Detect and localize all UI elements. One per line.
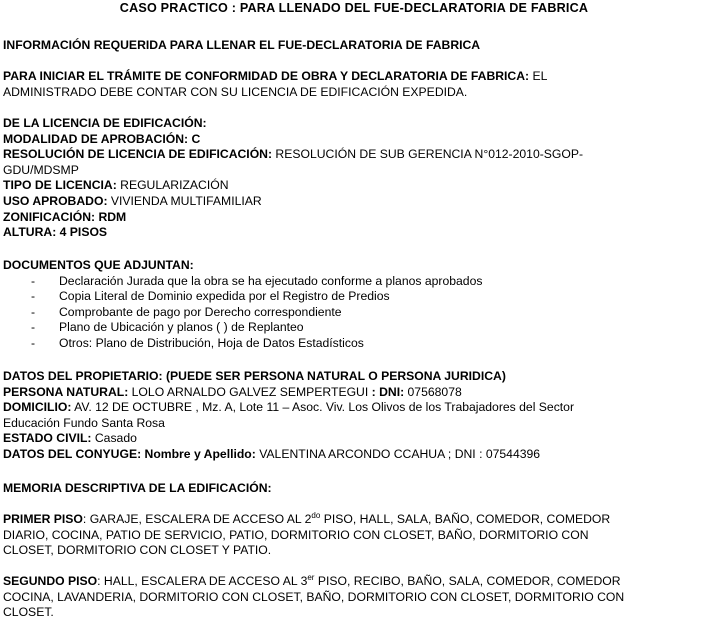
documentos-list — [3, 274, 705, 352]
document-title: CASO PRACTICO : PARA LLENADO DEL FUE-DECLARATORIA DE FABRICA — [119, 1, 589, 15]
tipo-label: TIPO DE LICENCIA: — [3, 178, 117, 193]
intro-label: PARA INICIAR EL TRÁMITE DE CONFORMIDAD DE OBRA Y DECLARATORIA DE FABRICA: — [3, 69, 530, 83]
persona-label: PERSONA NATURAL: — [3, 384, 129, 399]
domicilio-label: DOMICILIO: — [3, 400, 72, 415]
uso-label: USO APROBADO: — [3, 193, 108, 208]
ordinal-superscript: do — [311, 511, 321, 520]
list-item: - Declaración Jurada que la obra se ha ejecutado conforme a planos aprobados — [31, 273, 483, 288]
uso-value: VIVIENDA MULTIFAMILIAR — [107, 193, 262, 208]
resolucion-label: RESOLUCIÓN DE LICENCIA DE EDIFICACIÓN: — [3, 147, 273, 162]
list-item: - Copia Literal de Dominio expedida por el Registro de Predios — [31, 289, 390, 304]
intro-paragraph — [3, 69, 705, 100]
documentos-section — [3, 258, 705, 352]
ordinal-superscript: er — [307, 573, 315, 582]
resolucion-value: RESOLUCIÓN DE SUB GERENCIA N°012-2010-SGOP- — [272, 147, 584, 162]
dni-label: : DNI: — [371, 384, 405, 399]
propietario-heading: DATOS DEL PROPIETARIO: (PUEDE SER PERSONA NATURAL O PERSONA JURIDICA) — [3, 369, 506, 383]
documentos-heading: DOCUMENTOS QUE ADJUNTAN: — [3, 258, 194, 272]
licencia-heading: DE LA LICENCIA DE EDIFICACIÓN: — [3, 116, 207, 130]
domicilio-value-line2: Educación Fundo Santa Rosa — [3, 415, 165, 430]
estado-civil-label: ESTADO CIVIL: — [3, 431, 92, 446]
memoria-heading: MEMORIA DESCRIPTIVA DE LA EDIFICACIÓN: — [3, 481, 272, 495]
primer-piso-label: PRIMER PISO — [3, 512, 83, 526]
intro-text: EL — [529, 69, 548, 83]
tipo-value: REGULARIZACIÓN — [116, 178, 229, 193]
segundo-piso-label: SEGUNDO PISO — [3, 574, 98, 588]
list-item: - Comprobante de pago por Derecho correspondiente — [31, 304, 342, 319]
segundo-piso-paragraph: SEGUNDO PISO: HALL, ESCALERA DE ACCESO AL 3er PISO, RECIBO, BAÑO, SALA, COMEDOR, COMEDOR COCINA, LAVANDERIA, DORMITORIO CON CLOSET, BAÑO, DORMITORIO CON CLOSET, DORMITORIO CON CLOSET. — [3, 573, 625, 620]
resolucion-value-line2: GDU/MDSMP — [3, 162, 79, 177]
dni-value: 07568078 — [404, 384, 462, 399]
conyuge-value: VALENTINA ARCONDO CCAHUA ; DNI : 07544396 — [255, 446, 541, 461]
estado-civil-value: Casado — [91, 431, 137, 446]
licencia-section — [3, 116, 705, 241]
zonificacion-line: ZONIFICACIÓN: RDM — [3, 209, 127, 224]
persona-value: LOLO ARNALDO GALVEZ SEMPERTEGUI — [128, 384, 372, 399]
conyuge-label: DATOS DEL CONYUGE: Nombre y Apellido: — [3, 446, 256, 461]
domicilio-value: AV. 12 DE OCTUBRE , Mz. A, Lote 11 – Asoc. Viv. Los Olivos de los Trabajadores del Sector — [71, 400, 575, 415]
primer-piso-paragraph: PRIMER PISO: GARAJE, ESCALERA DE ACCESO AL $2^{do}$ PISO, HALL, SALA, BAÑO, COMEDOR, COMEDOR DIARIO, COCINA, PATIO DE SERVICIO, PATIO, DORMITORIO CON CLOSET, BAÑO, DORMITORIO CON CLOSET, DORMITORIO CON CLOSET Y PATIO. — [3, 511, 611, 558]
propietario-section — [3, 369, 705, 463]
list-item: - Otros: Plano de Distribución, Hoja de Datos Estadísticos — [31, 335, 364, 350]
altura-line: ALTURA: 4 PISOS — [3, 225, 108, 240]
intro-text-line2: ADMINISTRADO DEBE CONTAR CON SU LICENCIA DE EDIFICACIÓN EXPEDIDA. — [3, 84, 468, 99]
section-subtitle: INFORMACIÓN REQUERIDA PARA LLENAR EL FUE-DECLARATORIA DE FABRICA — [3, 38, 481, 52]
list-item: - Plano de Ubicación y planos ( ) de Replanteo — [31, 320, 304, 335]
modalidad-line: MODALIDAD DE APROBACIÓN: C — [3, 131, 201, 146]
